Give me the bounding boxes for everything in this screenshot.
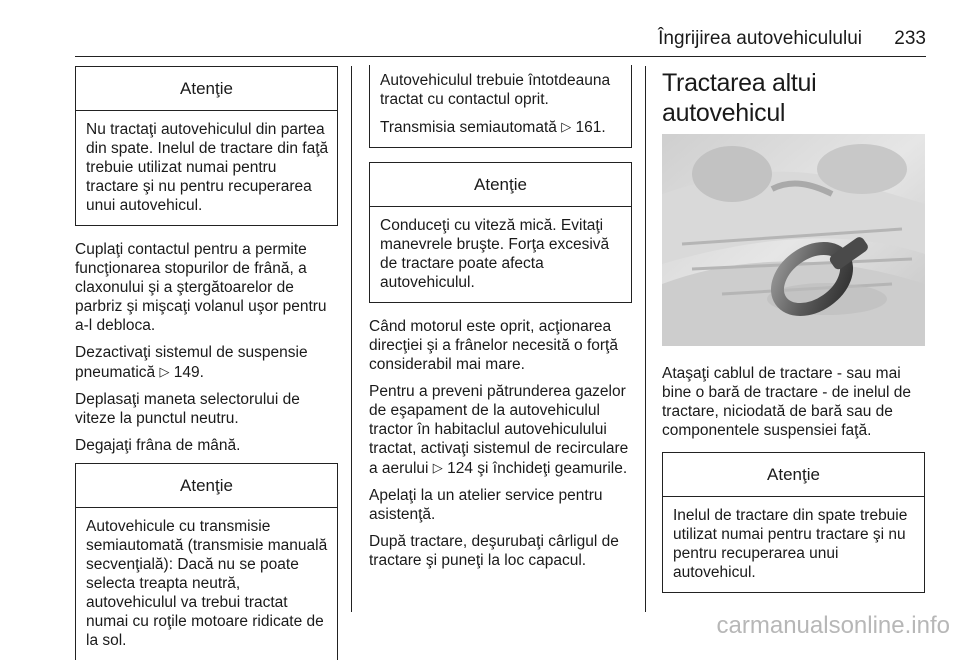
warning-box xyxy=(662,452,925,593)
paragraph: Deplasaţi maneta selectorului de viteze la punctul neutru. xyxy=(75,391,300,427)
paragraph-text: Dezactivaţi sistemul de suspensie pneumatică xyxy=(75,344,308,381)
page-reference: 161. xyxy=(575,119,606,136)
section-title: Tractarea altui autovehicul xyxy=(662,69,817,127)
page-reference: 124 şi închideţi geamurile. xyxy=(447,460,628,477)
paragraph: Degajaţi frâna de mână. xyxy=(75,437,241,454)
warning-text: Nu tractaţi autovehiculul din partea din spate. Inelul de tractare din faţă trebuie utilizat numai pentru tractare şi nu pentru recuperarea unui autovehicul. xyxy=(86,121,329,214)
column-1 xyxy=(75,66,338,660)
column-3 xyxy=(662,66,925,607)
warning-text xyxy=(370,65,631,147)
paragraph: Cuplaţi contactul pentru a permite funcţionarea stopurilor de frână, a claxonului şi a ştergătoarelor de parbriz şi mişcaţi volanul uşor pentru a-l debloca. xyxy=(75,241,327,334)
column-2 xyxy=(369,66,632,578)
warning-box xyxy=(75,66,338,226)
paragraph: După tractare, deşurubaţi cârligul de tractare şi puneţi la loc capacul. xyxy=(369,533,619,569)
triangle-right-icon: ▷ xyxy=(159,364,170,379)
warning-title: Atenţie xyxy=(370,163,631,207)
warning-box xyxy=(75,463,338,660)
column-divider xyxy=(351,66,352,612)
page-reference: 149. xyxy=(173,364,204,381)
watermark: carmanualsonline.info xyxy=(716,612,950,639)
paragraph xyxy=(75,343,338,382)
warning-text: Conduceţi cu viteză mică. Evitaţi manevrele bruşte. Forţa excesivă de tractare poate afecta autovehiculul. xyxy=(380,217,610,291)
warning-box xyxy=(369,162,632,303)
column-divider xyxy=(645,66,646,612)
tow-eye-photo xyxy=(662,134,925,346)
warning-line-text: Transmisia semiautomată xyxy=(380,119,557,136)
warning-text: Inelul de tractare din spate trebuie utilizat numai pentru tractare şi nu pentru recuperarea unui autovehicul. xyxy=(673,507,908,581)
warning-title: Atenţie xyxy=(76,67,337,111)
paragraph: Apelaţi la un atelier service pentru asistenţă. xyxy=(369,487,603,523)
paragraph xyxy=(369,382,632,478)
paragraph-text: Pentru a preveni pătrunderea gazelor de eşapament de la autovehiculul tractor în habitaclul autovehiculului tractat, activaţi sistemul de recirculare a aerului xyxy=(369,383,629,477)
paragraph: Când motorul este oprit, acţionarea direcţiei şi a frânelor necesită o forţă considerabil mai mare. xyxy=(369,318,618,373)
paragraph: Ataşaţi cablul de tractare - sau mai bine o bară de tractare - de inelul de tractare, niciodată de bară sau de componentele suspensiei faţă. xyxy=(662,365,912,439)
page-number: 233 xyxy=(894,28,926,49)
triangle-right-icon: ▷ xyxy=(561,119,572,134)
header-rule xyxy=(75,56,926,57)
warning-line: Autovehiculul trebuie întotdeauna tractat cu contactul oprit. xyxy=(380,72,611,108)
warning-text: Autovehicule cu transmisie semiautomată (transmisie manuală secvenţială): Dacă nu se poate selecta treapta neutră, autovehiculul va trebui tractat numai cu roţile motoare ridicate de la sol. xyxy=(86,518,328,649)
warning-line xyxy=(380,117,623,137)
running-title: Îngrijirea autovehiculului xyxy=(658,28,862,49)
warning-title: Atenţie xyxy=(663,453,924,497)
triangle-right-icon: ▷ xyxy=(432,460,443,475)
warning-title: Atenţie xyxy=(76,464,337,508)
page-header xyxy=(0,0,960,60)
warning-box-continued xyxy=(369,65,632,148)
